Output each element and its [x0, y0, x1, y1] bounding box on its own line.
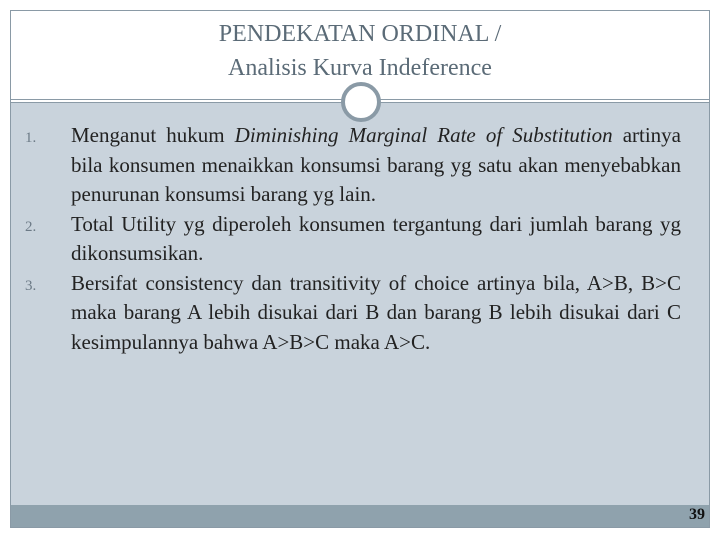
list-text-italic: [71, 123, 613, 147]
footer-bar: [11, 505, 709, 527]
slide-title-line-1: PENDEKATAN ORDINAL /: [218, 21, 502, 47]
slide: [10, 10, 710, 528]
list-text: [71, 121, 681, 210]
list-number: 2.: [25, 218, 37, 235]
list-text: Total Utility yg diperoleh konsumen tergantung dari jumlah barang yg dikonsumsikan.: [71, 211, 681, 265]
list-text-emphasis: Diminishing Marginal Rate of Substitution: [234, 123, 613, 147]
list-number: 3.: [25, 277, 37, 294]
list-text-lead: Menganut hukum: [71, 123, 235, 147]
numbered-list: [11, 121, 709, 357]
circle-ornament: [341, 82, 381, 122]
list-number: 1.: [25, 130, 37, 146]
list-text-rest: artinya bila konsumen menaikkan konsumsi barang yg satu akan menyebabkan penurunan konsumsi barang yg lain.: [71, 123, 682, 206]
list-text: Bersifat consistency dan transitivity of choice artinya bila, A>B, B>C maka barang A lebih disukai dari B dan barang B lebih disukai dari C kesimpulannya bahwa A>B>C maka A>C.: [71, 270, 681, 354]
list-item: [11, 269, 709, 358]
page-number: 39: [689, 506, 705, 523]
list-item: [11, 121, 709, 210]
list-item: [11, 210, 709, 269]
slide-title-line-2: Analisis Kurva Indeference: [228, 55, 492, 81]
